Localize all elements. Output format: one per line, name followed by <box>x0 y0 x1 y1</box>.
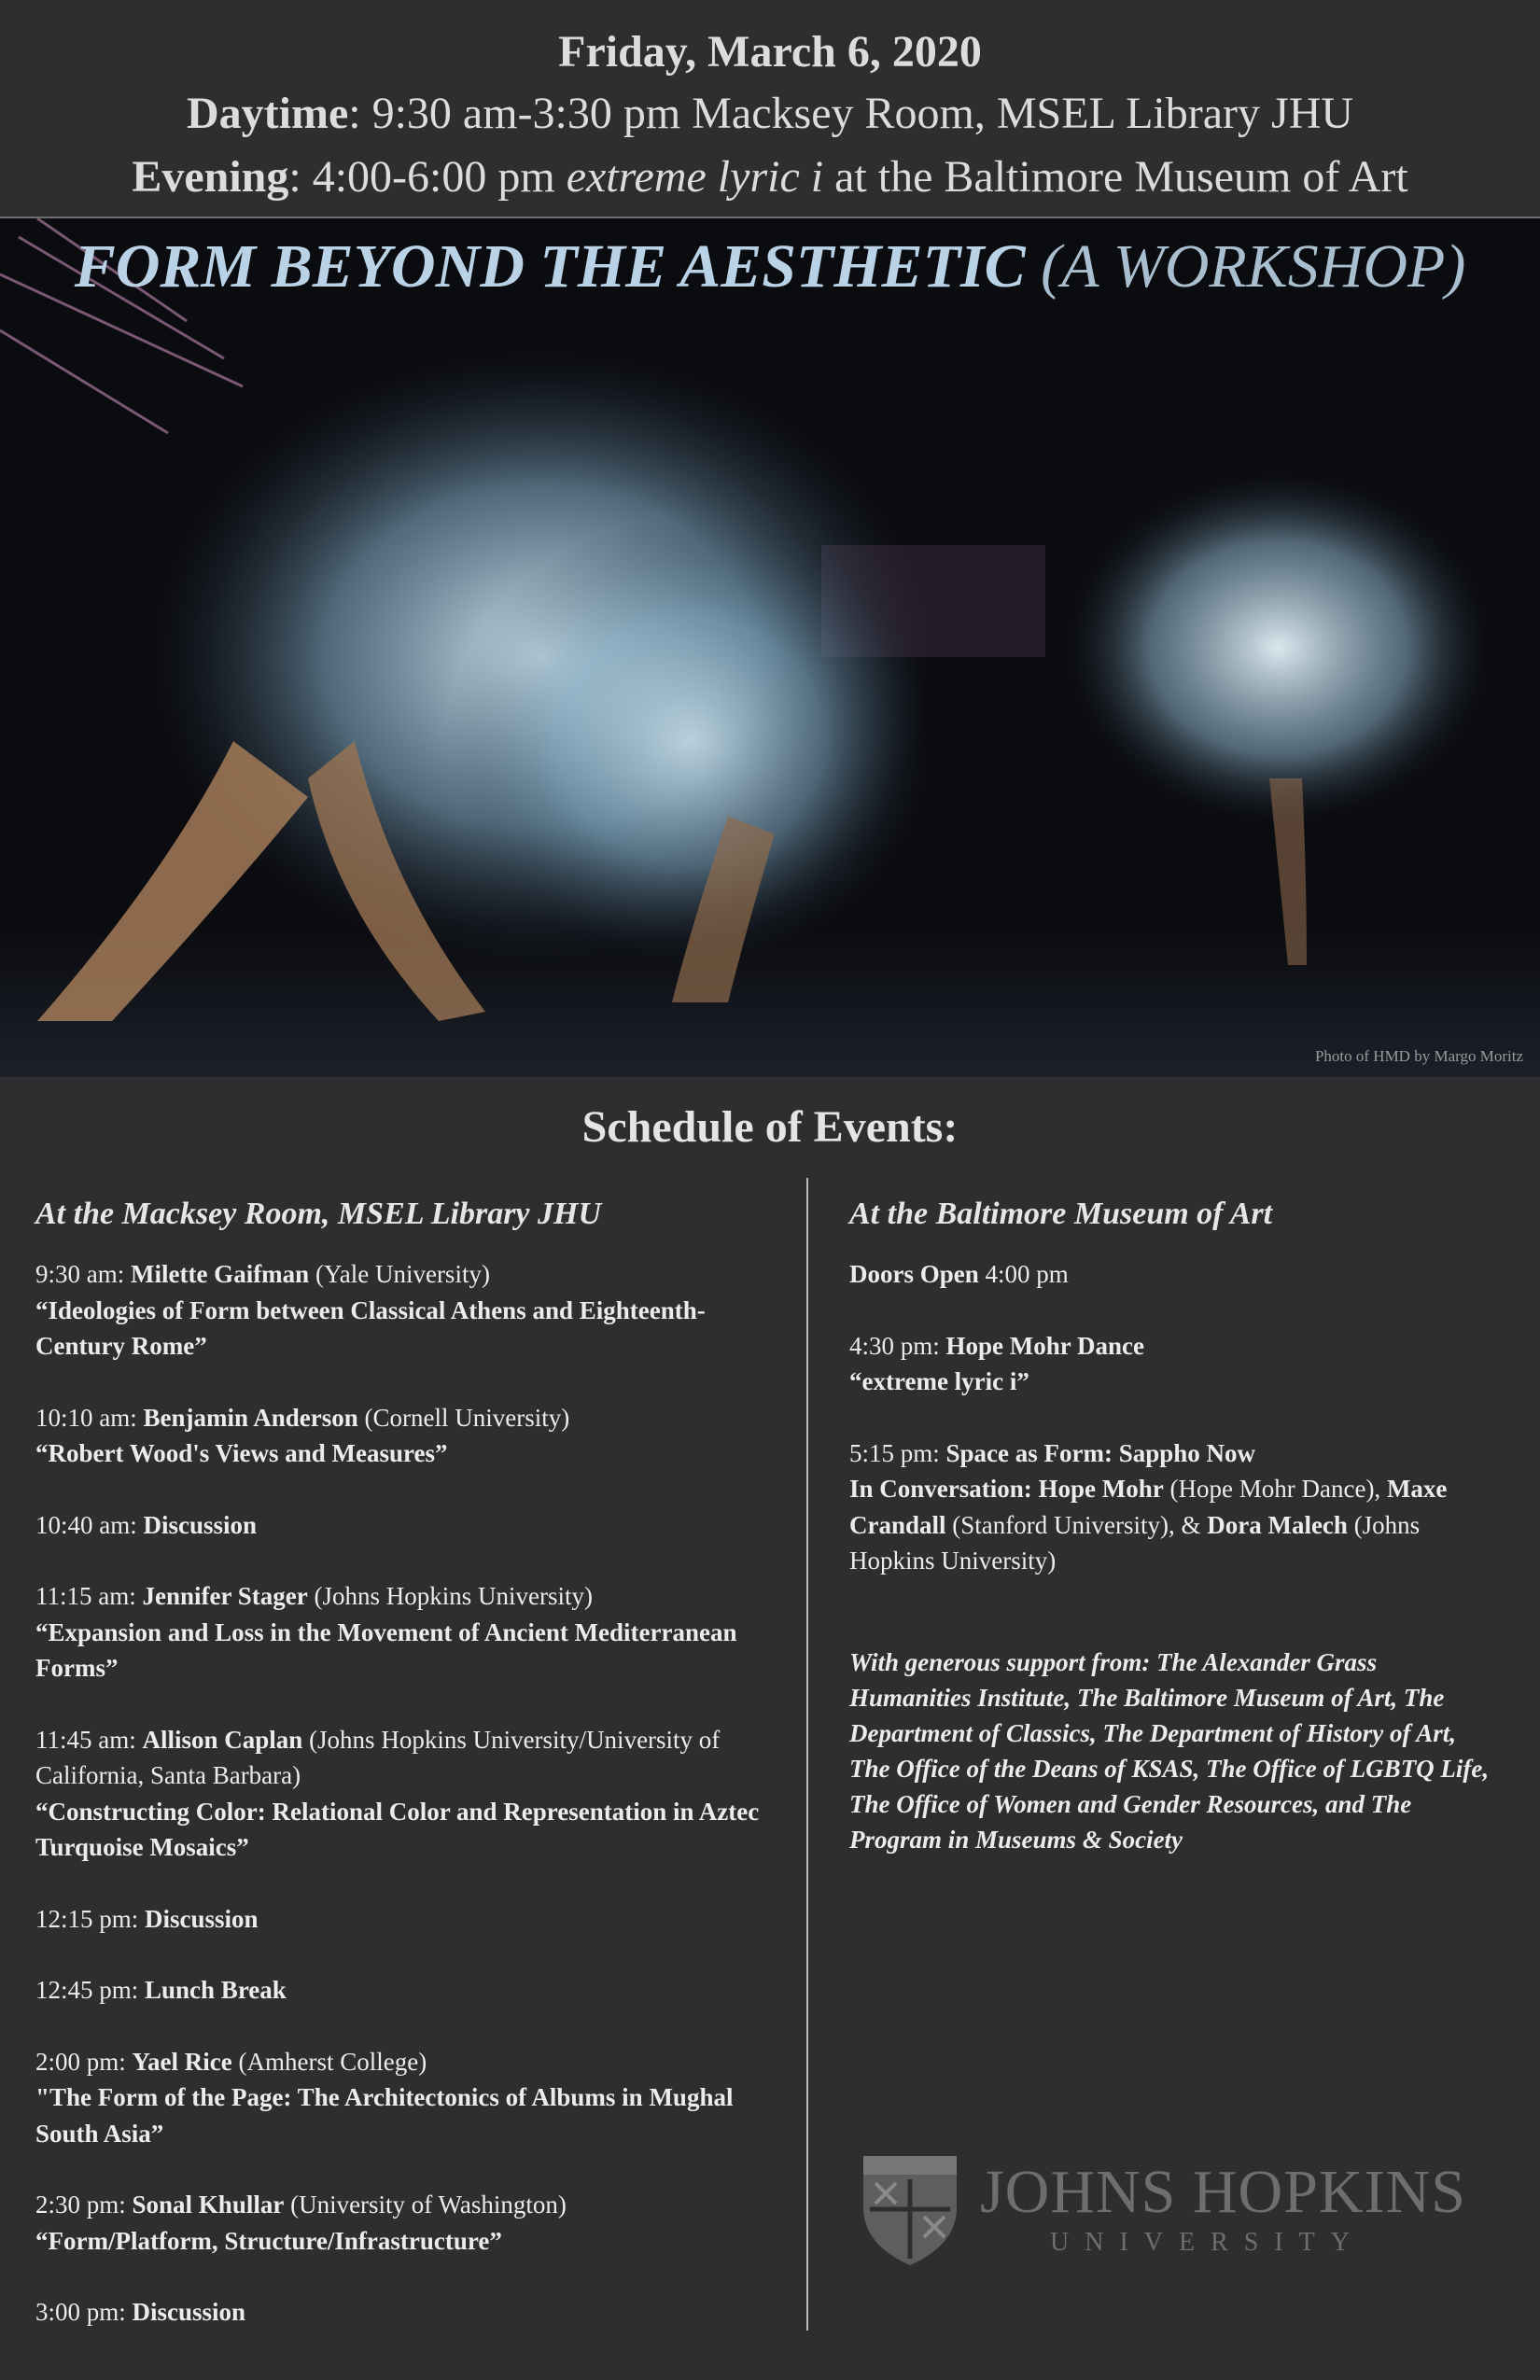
schedule-item <box>35 1256 791 1365</box>
jhu-schedule-column <box>35 1193 791 2366</box>
photo-credit: Photo of HMD by Margo Moritz <box>1314 1047 1523 1065</box>
schedule-item-talk-title: “Form/Platform, Structure/Infrastructure” <box>35 2226 502 2255</box>
daytime-line <box>0 88 1540 139</box>
schedule-item-affiliation: (Johns Hopkins University) <box>307 1582 593 1610</box>
schedule-item <box>35 1972 791 2009</box>
schedule-item-time: 9:30 am: <box>35 1260 131 1288</box>
schedule-item-talk-title: “Robert Wood's Views and Measures” <box>35 1439 448 1467</box>
performance-name: Hope Mohr Dance <box>945 1331 1144 1360</box>
jhu-venue-heading: At the Macksey Room, MSEL Library JHU <box>35 1197 602 1231</box>
schedule-item-name: Discussion <box>143 1510 258 1539</box>
schedule-item-time: 10:40 am: <box>35 1510 144 1539</box>
panelist-1-name: Hope Mohr <box>1038 1475 1164 1503</box>
schedule-item-name: Lunch Break <box>145 1976 287 2004</box>
column-divider <box>806 1178 808 2331</box>
schedule-item-talk-title: “Ideologies of Form between Classical Athens and Eighteenth-Century Rome” <box>35 1295 706 1360</box>
schedule-item <box>35 1578 791 1687</box>
schedule-item-talk-title: “Constructing Color: Relational Color and Representation in Aztec Turquoise Mosaics” <box>35 1797 760 1861</box>
conversation-item <box>849 1435 1503 1579</box>
schedule-item-time: 3:00 pm: <box>35 2298 133 2326</box>
schedule-item-name: Allison Caplan <box>142 1725 303 1754</box>
schedule-item-time: 2:00 pm: <box>35 2047 133 2076</box>
schedule-item-talk-title: “Expansion and Loss in the Movement of Ancient Mediterranean Forms” <box>35 1617 737 1682</box>
schedule-item <box>35 1901 791 1938</box>
performance-title: “extreme lyric i” <box>849 1367 1029 1395</box>
schedule-item-name: Yael Rice <box>132 2047 232 2076</box>
jhu-logo-name: JOHNS HOPKINS <box>980 2158 1466 2226</box>
dancers-illustration <box>0 218 1540 1077</box>
schedule-heading: Schedule of Events: <box>581 1102 959 1152</box>
doors-open-item <box>849 1256 1503 1293</box>
schedule-item-affiliation: (Cornell University) <box>357 1403 570 1432</box>
schedule-item-talk-title: "The Form of the Page: The Architectonics of Albums in Mughal South Asia” <box>35 2083 734 2148</box>
panelist-2-name: Maxe Crandall <box>849 1475 1448 1539</box>
panelist-3-name: Dora Malech <box>1207 1510 1348 1539</box>
event-date: Friday, March 6, 2020 <box>558 27 982 77</box>
workshop-title <box>0 231 1540 302</box>
dance-photo <box>0 218 1540 1077</box>
evening-place: at the Baltimore Museum of Art <box>823 152 1408 202</box>
schedule-item <box>35 2294 791 2331</box>
panelist-3-affil: (Johns Hopkins University) <box>849 1510 1421 1575</box>
doors-open-time: 4:00 pm <box>978 1260 1069 1288</box>
conversation-label: In Conversation: <box>849 1475 1039 1503</box>
schedule-item <box>35 2187 791 2259</box>
support-acknowledgment: With generous support from: The Alexander Grass Humanities Institute, The Baltimore Museum of Art, The Department of Classics, The Department of History of Art, The Office of the Deans of KSAS, The Office of LGBTQ Life, The Office of Women and Gender Resources, and The Program in Museums & Society <box>849 1647 1490 1854</box>
schedule-item-affiliation: (Yale University) <box>309 1260 490 1288</box>
evening-line <box>0 151 1540 203</box>
schedule-item-name: Jennifer Stager <box>142 1582 308 1610</box>
daytime-label: Daytime <box>186 89 349 138</box>
schedule-item-time: 12:45 pm: <box>35 1976 146 2004</box>
workshop-title-main: FORM BEYOND THE AESTHETIC <box>74 232 1026 301</box>
schedule-item-affiliation: (Johns Hopkins University/University of California, Santa Barbara) <box>35 1725 721 1789</box>
bma-venue-heading: At the Baltimore Museum of Art <box>849 1197 1273 1231</box>
schedule-item-name: Discussion <box>132 2298 246 2326</box>
doors-open-label: Doors Open <box>849 1260 979 1288</box>
schedule-item-time: 11:45 am: <box>35 1725 143 1754</box>
schedule-item <box>35 1722 791 1866</box>
schedule-item-time: 2:30 pm: <box>35 2191 133 2219</box>
performance-item <box>849 1328 1503 1400</box>
schedule-item-affiliation: (Amherst College) <box>231 2047 427 2076</box>
schedule-item-time: 12:15 pm: <box>35 1904 146 1933</box>
schedule-item <box>35 1400 791 1472</box>
jhu-shield-icon <box>859 2151 961 2268</box>
bma-schedule-column <box>849 1193 1503 1857</box>
evening-time: : 4:00-6:00 pm <box>288 152 567 202</box>
schedule-item <box>35 1507 791 1544</box>
schedule-item-time: 10:10 am: <box>35 1403 144 1432</box>
conversation-title: Space as Form: Sappho Now <box>945 1438 1256 1467</box>
schedule-item-name: Milette Gaifman <box>131 1260 310 1288</box>
panelist-2-affil: (Stanford University), & <box>945 1510 1208 1539</box>
jhu-logo-sub: UNIVERSITY <box>1050 2228 1365 2257</box>
daytime-text: : 9:30 am-3:30 pm Macksey Room, MSEL Library JHU <box>348 89 1354 138</box>
evening-label: Evening <box>132 152 289 202</box>
performance-time: 4:30 pm: <box>849 1331 946 1360</box>
schedule-item-time: 11:15 am: <box>35 1582 143 1610</box>
schedule-item-name: Benjamin Anderson <box>143 1403 358 1432</box>
panelist-1-affil: (Hope Mohr Dance), <box>1163 1475 1387 1503</box>
workshop-title-sub: (A WORKSHOP) <box>1025 232 1466 301</box>
jhu-logo <box>859 2151 1466 2273</box>
event-header <box>0 0 1540 220</box>
schedule-item-name: Discussion <box>145 1904 259 1933</box>
jhu-schedule-list <box>35 1256 791 2331</box>
conversation-time: 5:15 pm: <box>849 1438 946 1467</box>
schedule-item-affiliation: (University of Washington) <box>284 2191 567 2219</box>
schedule-item <box>35 2044 791 2152</box>
schedule-item-name: Sonal Khullar <box>132 2191 285 2219</box>
evening-title: extreme lyric i <box>566 152 824 202</box>
